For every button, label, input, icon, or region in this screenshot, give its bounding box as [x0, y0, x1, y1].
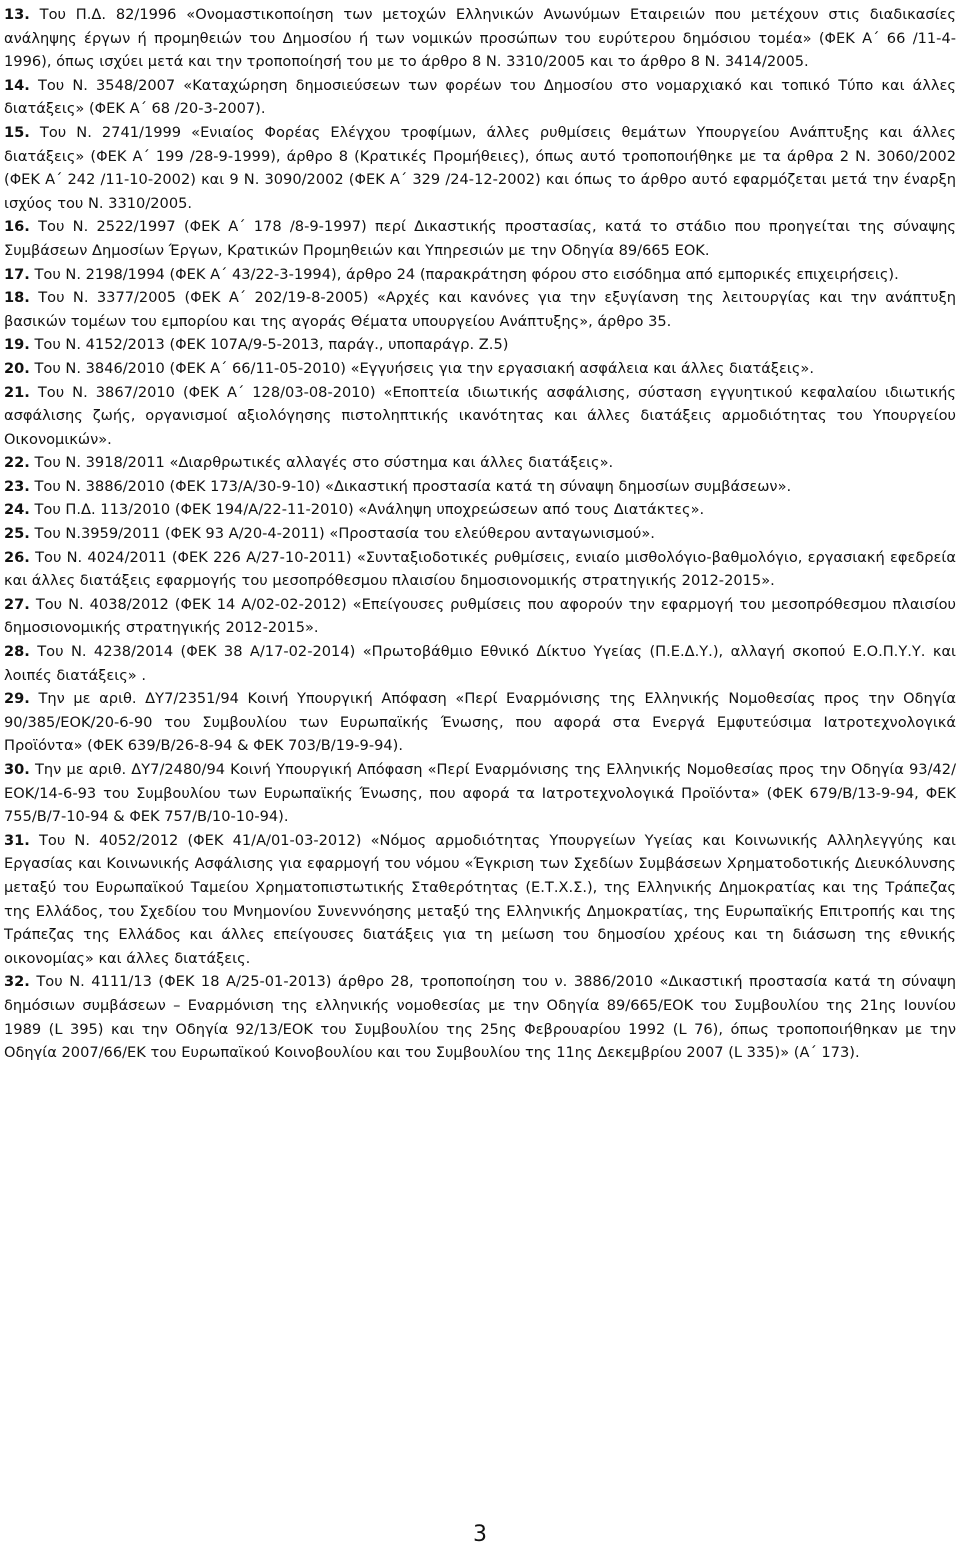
item-text: Του Ν. 2522/1997 (ΦΕΚ Α΄ 178 /8-9-1997) περί Δικαστικής προστασίας, κατά το στάδιο που προηγείται της σύναψης Συμβάσεων Δημοσίων Έργων, Κρατικών Προμηθειών και Υπηρεσιών με την Οδηγία 89/665 ΕΟΚ. — [4, 218, 956, 259]
item-text: Του Ν. 2741/1999 «Ενιαίος Φορέας Ελέγχου τροφίμων, άλλες ρυθμίσεις θεμάτων Υπουργείου Ανάπτυξης και άλλες διατάξεις» (ΦΕΚ Α΄ 199 /28-9-1999), άρθρο 8 (Κρατικές Προμήθειες), όπως αυτό τροποποιήθηκε με τα άρθρα 2 Ν. 3060/2002 (ΦΕΚ Α΄ 242 /11-10-2002) και 9 Ν. 3090/2002 (ΦΕΚ Α΄ 329 /24-12-2002) και όπως το άρθρο αυτό εφαρμόζεται μετά την έναρξη ισχύος του Ν. 3310/2005. — [4, 123, 956, 212]
list-item — [4, 3, 956, 74]
list-item — [4, 121, 956, 215]
item-number: 13. — [4, 6, 30, 23]
item-text: Του Ν. 4238/2014 (ΦΕΚ 38 Α/17-02-2014) «Πρωτοβάθμιο Εθνικό Δίκτυο Υγείας (Π.Ε.Δ.Υ.), αλλαγή σκοπού Ε.Ο.Π.Υ.Υ. και λοιπές διατάξεις» . — [4, 643, 956, 684]
item-number: 32. — [4, 973, 30, 991]
item-number: 15. — [4, 123, 30, 141]
item-number: 25. — [4, 525, 30, 543]
list-item — [4, 74, 956, 121]
item-number: 18. — [4, 289, 30, 307]
list-item — [4, 640, 956, 687]
list-item — [4, 546, 956, 593]
item-number: 19. — [4, 336, 30, 354]
item-number: 31. — [4, 831, 30, 849]
list-item — [4, 829, 956, 971]
item-number: 23. — [4, 477, 30, 495]
legislation-list — [4, 3, 956, 1065]
list-item — [4, 215, 956, 262]
list-item — [4, 475, 956, 499]
list-item — [4, 687, 956, 758]
item-text: Του Ν. 3846/2010 (ΦΕΚ Α΄ 66/11-05-2010) «Εγγυήσεις για την εργασιακή ασφάλεια και άλλες διατάξεις». — [29, 359, 814, 377]
item-text: Του Ν. 3548/2007 «Καταχώρηση δημοσιεύσεων των φορέων του Δημοσίου στο νομαρχιακό και τοπικό Τύπο και άλλες διατάξεις» (ΦΕΚ Α΄ 68 /20-3-2007). — [4, 76, 956, 118]
list-item — [4, 758, 956, 829]
item-number: 28. — [4, 643, 30, 661]
item-number: 17. — [4, 265, 30, 283]
item-number: 20. — [4, 359, 30, 377]
item-text: Του Ν. 3867/2010 (ΦΕΚ Α΄ 128/03-08-2010) «Εποπτεία ιδιωτικής ασφάλισης, σύσταση εγγυητικού κεφαλαίου ιδιωτικής ασφάλισης ζωής, οργανισμοί αξιολόγησης πιστοληπτικής ικανότητας και άλλες διατάξεις αρμοδιότητας του Υπουργείου Οικονομικών». — [4, 383, 956, 448]
item-text: Την με αριθ. ΔΥ7/2480/94 Κοινή Υπουργική Απόφαση «Περί Εναρμόνισης της Ελληνικής Νομοθεσίας προς την Οδηγία 93/42/ΕΟΚ/14-6-93 του Συμβουλίου των Ευρωπαϊκής Ένωσης, που αφορά τα Ιατροτεχνολογικά Προϊόντα» (ΦΕΚ 679/Β/13-9-94, ΦΕΚ 755/Β/7-10-94 & ΦΕΚ 757/Β/10-10-94). — [4, 761, 956, 826]
item-number: 30. — [4, 761, 30, 778]
item-text: Του Ν. 3886/2010 (ΦΕΚ 173/Α/30-9-10) «Δικαστική προστασία κατά τη σύναψη δημοσίων συμβάσεων». — [29, 477, 792, 495]
item-text: Του Ν. 4111/13 (ΦΕΚ 18 Α/25-01-2013) άρθρο 28, τροποποίηση του ν. 3886/2010 «Δικαστική προστασία κατά τη σύναψη δημόσιων συμβάσεων – Εναρμόνιση της ελληνικής νομοθεσίας με την Οδηγία 89/665/ΕΟΚ του Συμβουλίου της 21ης Ιουνίου 1989 (L 395) και την Οδηγία 92/13/ΕΟΚ του Συμβουλίου της 25ης Φεβρουαρίου 1992 (L 76), όπως τροποποιήθηκαν με την Οδηγία 2007/66/ΕΚ του Ευρωπαϊκού Κοινοβουλίου και του Συμβουλίου της 11ης Δεκεμβρίου 2007 (L 335)» (Α΄ 173). — [4, 973, 956, 1062]
page-number: 3 — [473, 1522, 487, 1547]
item-text: Την με αριθ. ΔΥ7/2351/94 Κοινή Υπουργική Απόφαση «Περί Εναρμόνισης της Ελληνικής Νομοθεσίας προς την Οδηγία 90/385/ΕΟΚ/20-6-90 του Συμβουλίου των Ευρωπαϊκής Ένωσης, που αφορά στα Ενεργά Εμφυτεύσιμα Ιατροτεχνολογικά Προϊόντα» (ΦΕΚ 639/Β/26-8-94 & ΦΕΚ 703/Β/19-9-94). — [4, 690, 956, 755]
list-item — [4, 970, 956, 1064]
list-item — [4, 263, 956, 287]
list-item — [4, 498, 956, 522]
item-text: Του Ν. 2198/1994 (ΦΕΚ Α΄ 43/22-3-1994), άρθρο 24 (παρακράτηση φόρου στο εισόδημα από εμπορικές επιχειρήσεις). — [29, 265, 899, 283]
item-text: Του Ν. 4024/2011 (ΦΕΚ 226 Α/27-10-2011) «Συνταξιοδοτικές ρυθμίσεις, ενιαίο μισθολόγιο-βαθμολόγιο, εργασιακή εφεδρεία και άλλες διατάξεις εφαρμογής του μεσοπρόθεσμου πλαισίου δημοσιονομικής στρατηγικής 2012-2015». — [4, 548, 956, 590]
item-number: 26. — [4, 548, 30, 566]
list-item — [4, 593, 956, 640]
item-text: Του Π.Δ. 113/2010 (ΦΕΚ 194/Α/22-11-2010) «Ανάληψη υποχρεώσεων από τους Διατάκτες». — [29, 501, 705, 519]
item-number: 14. — [4, 76, 30, 94]
list-item — [4, 286, 956, 333]
item-number: 21. — [4, 383, 30, 401]
item-text: Του Ν. 3377/2005 (ΦΕΚ Α΄ 202/19-8-2005) «Αρχές και κανόνες για την εξυγίανση της λειτουργίας και την ανάπτυξη βασικών τομέων του εμπορίου και της αγοράς Θέματα υπουργείου Ανάπτυξης», άρθρο 35. — [4, 289, 956, 330]
item-text: Του Ν. 4038/2012 (ΦΕΚ 14 Α/02-02-2012) «Επείγουσες ρυθμίσεις που αφορούν την εφαρμογή του μεσοπρόθεσμου πλαισίου δημοσιονομικής στρατηγικής 2012-2015». — [4, 595, 956, 637]
list-item — [4, 522, 956, 546]
item-text: Του Ν. 4152/2013 (ΦΕΚ 107Α/9-5-2013, παράγ., υποπαράγρ. Ζ.5) — [29, 336, 509, 354]
item-number: 29. — [4, 690, 30, 708]
item-text: Του Ν. 4052/2012 (ΦΕΚ 41/Α/01-03-2012) «Νόμος αρμοδιότητας Υπουργείων Υγείας και Κοινωνικής Αλληλεγγύης και Εργασίας και Κοινωνικής Ασφάλισης για εφαρμογή του νόμου «Έγκριση των Σχεδίων Συμβάσεων Χρηματοδοτικής Διευκόλυνσης μεταξύ του Ευρωπαϊκού Ταμείου Χρηματοπιστωτικής Σταθερότητας (Ε.Τ.Χ.Σ.), της Ελληνικής Δημοκρατίας και της Τράπεζας της Ελλάδος, του Σχεδίου του Μνημονίου Συνεννόησης μεταξύ της Ελληνικής Δημοκρατίας, της Ευρωπαϊκής Επιτροπής και της Τράπεζας της Ελλάδος και άλλες επείγουσες διατάξεις για τη μείωση του δημοσίου χρέους και τη διάσωση της εθνικής οικονομίας» και άλλες διατάξεις. — [4, 831, 956, 967]
item-text: Του Ν.3959/2011 (ΦΕΚ 93 Α/20-4-2011) «Προστασία του ελεύθερου ανταγωνισμού». — [29, 525, 655, 543]
list-item — [4, 333, 956, 357]
list-item — [4, 381, 956, 452]
item-text: Του Ν. 3918/2011 «Διαρθρωτικές αλλαγές στο σύστημα και άλλες διατάξεις». — [29, 454, 614, 472]
item-number: 22. — [4, 454, 30, 472]
item-number: 24. — [4, 501, 30, 519]
item-number: 16. — [4, 218, 30, 236]
item-number: 27. — [4, 595, 30, 613]
list-item — [4, 451, 956, 475]
list-item — [4, 357, 956, 381]
item-text: Του Π.Δ. 82/1996 «Ονομαστικοποίηση των μετοχών Ελληνικών Ανωνύμων Εταιρειών που μετέχουν στις διαδικασίες ανάληψης έργων ή προμηθειών του Δημοσίου ή των νομικών προσώπων του ευρύτερου δημόσιου τομέα» (ΦΕΚ Α΄ 66 /11-4-1996), όπως ισχύει μετά και την τροποποίησή του με το άρθρο 8 Ν. 3310/2005 και το άρθρο 8 Ν. 3414/2005. — [4, 6, 956, 71]
